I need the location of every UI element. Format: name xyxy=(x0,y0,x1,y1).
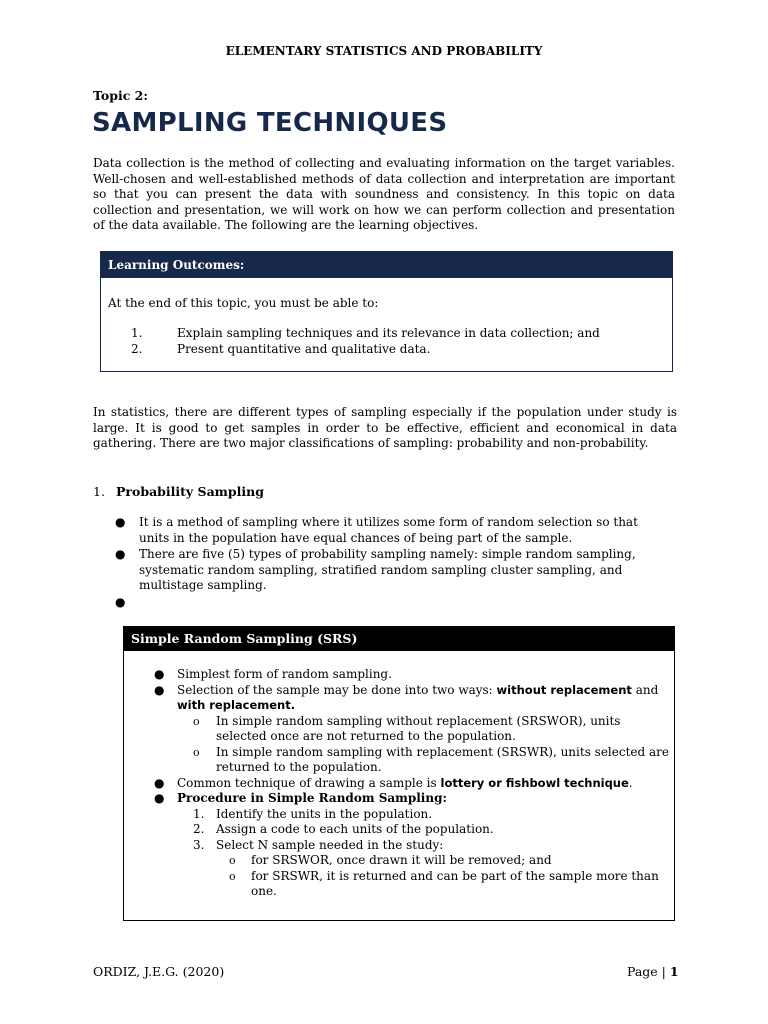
bullet-text: Common technique of drawing a sample is xyxy=(177,775,441,790)
srs-heading: Simple Random Sampling (SRS) xyxy=(124,627,674,651)
list-item xyxy=(154,776,669,792)
list-item xyxy=(154,869,669,900)
step-text: Identify the units in the population. xyxy=(216,806,433,821)
circle-bullet-icon: o xyxy=(229,854,236,867)
step-text: Assign a code to each units of the population. xyxy=(216,822,494,836)
list-item xyxy=(154,838,669,854)
bullet-text: . xyxy=(628,775,633,790)
srs-body xyxy=(154,667,669,900)
list-item xyxy=(154,791,669,807)
list-item xyxy=(115,515,660,546)
circle-bullet-icon: o xyxy=(193,745,200,759)
bullet-text: It is a method of sampling where it utilizes some form of random selection so that units in the population have equal chances of being part of the sample. xyxy=(139,515,638,545)
list-item xyxy=(154,683,669,714)
list-item xyxy=(154,667,669,683)
list-item xyxy=(115,547,660,594)
list-text: Present quantitative and qualitative data. xyxy=(177,342,431,356)
page-number: 1 xyxy=(669,964,679,979)
list-item xyxy=(154,853,669,869)
list-item xyxy=(154,745,669,776)
list-number: 1. xyxy=(131,326,143,340)
section-number: 1. xyxy=(93,484,105,499)
bullet-icon: ● xyxy=(154,791,165,805)
list-text: Explain sampling techniques and its relevance in data collection; and xyxy=(177,326,600,340)
list-number: 2. xyxy=(131,342,143,356)
emphasis-text: lottery or fishbowl technique xyxy=(440,775,629,790)
bullet-icon: ● xyxy=(154,667,165,681)
page-label: Page | xyxy=(627,964,670,979)
bullet-icon: ● xyxy=(115,515,126,529)
topic-label: Topic 2: xyxy=(93,88,148,103)
circle-bullet-icon: o xyxy=(193,714,200,728)
list-item xyxy=(154,822,669,838)
list-item xyxy=(154,807,669,823)
list-item xyxy=(154,714,669,745)
bullet-icon: ● xyxy=(115,594,126,609)
circle-bullet-icon: o xyxy=(229,869,236,883)
list-item xyxy=(115,595,660,611)
bullet-icon: ● xyxy=(154,775,165,790)
emphasis-text: without replacement xyxy=(496,682,632,697)
sampling-paragraph: In statistics, there are different types of sampling especially if the population under study is large. It is good to get samples in order to be effective, efficient and economical in data gathering. There are two major classifications of sampling: probability and non-probability. xyxy=(93,405,677,450)
bullet-text: In simple random sampling with replacement (SRSWR), units selected are returned to the population. xyxy=(216,744,669,774)
bullet-text: Simplest form of random sampling. xyxy=(177,667,392,681)
intro-paragraph: Data collection is the method of collecting and evaluating information on the target variables. Well-chosen and well-established methods of data collection and interpretation are important so that you can present the data with soundness and consistency. In this topic on data collection and presentation, we will work on how we can perform collection and presentation of the data available. The following are the learning objectives. xyxy=(93,156,675,232)
page-title: SAMPLING TECHNIQUES xyxy=(92,108,448,138)
bullet-text: There are five (5) types of probability sampling namely: simple random sampling, systematic random sampling, stratified random sampling cluster sampling, and multistage sampling. xyxy=(139,547,636,592)
bullet-icon: ● xyxy=(115,547,126,561)
bullet-icon: ● xyxy=(154,682,165,697)
bullet-text: Selection of the sample may be done into two ways: xyxy=(177,682,497,697)
step-number: 3. xyxy=(193,837,205,852)
learning-outcomes-box xyxy=(100,251,673,372)
step-number: 1. xyxy=(193,806,205,821)
srs-box xyxy=(123,626,675,921)
footer-page xyxy=(627,964,679,980)
bullet-text: and xyxy=(631,682,659,697)
step-text: Select N sample needed in the study: xyxy=(216,837,444,852)
footer-author: ORDIZ, J.E.G. (2020) xyxy=(93,964,225,979)
bullet-text: In simple random sampling without replacement (SRSWOR), units selected once are not returned to the population. xyxy=(216,713,621,743)
section-title: Probability Sampling xyxy=(116,484,264,499)
step-number: 2. xyxy=(193,822,205,836)
bullet-text: for SRSWR, it is returned and can be part of the sample more than one. xyxy=(251,868,659,898)
learning-outcomes-intro: At the end of this topic, you must be able to: xyxy=(108,296,379,310)
probability-sampling-bullets xyxy=(115,515,660,611)
bullet-text: Procedure in Simple Random Sampling: xyxy=(177,791,447,805)
page-header: ELEMENTARY STATISTICS AND PROBABILITY xyxy=(225,44,543,58)
emphasis-text: with replacement. xyxy=(177,698,296,712)
bullet-text: for SRSWOR, once drawn it will be removed; and xyxy=(251,853,552,867)
learning-outcomes-heading: Learning Outcomes: xyxy=(101,252,672,278)
